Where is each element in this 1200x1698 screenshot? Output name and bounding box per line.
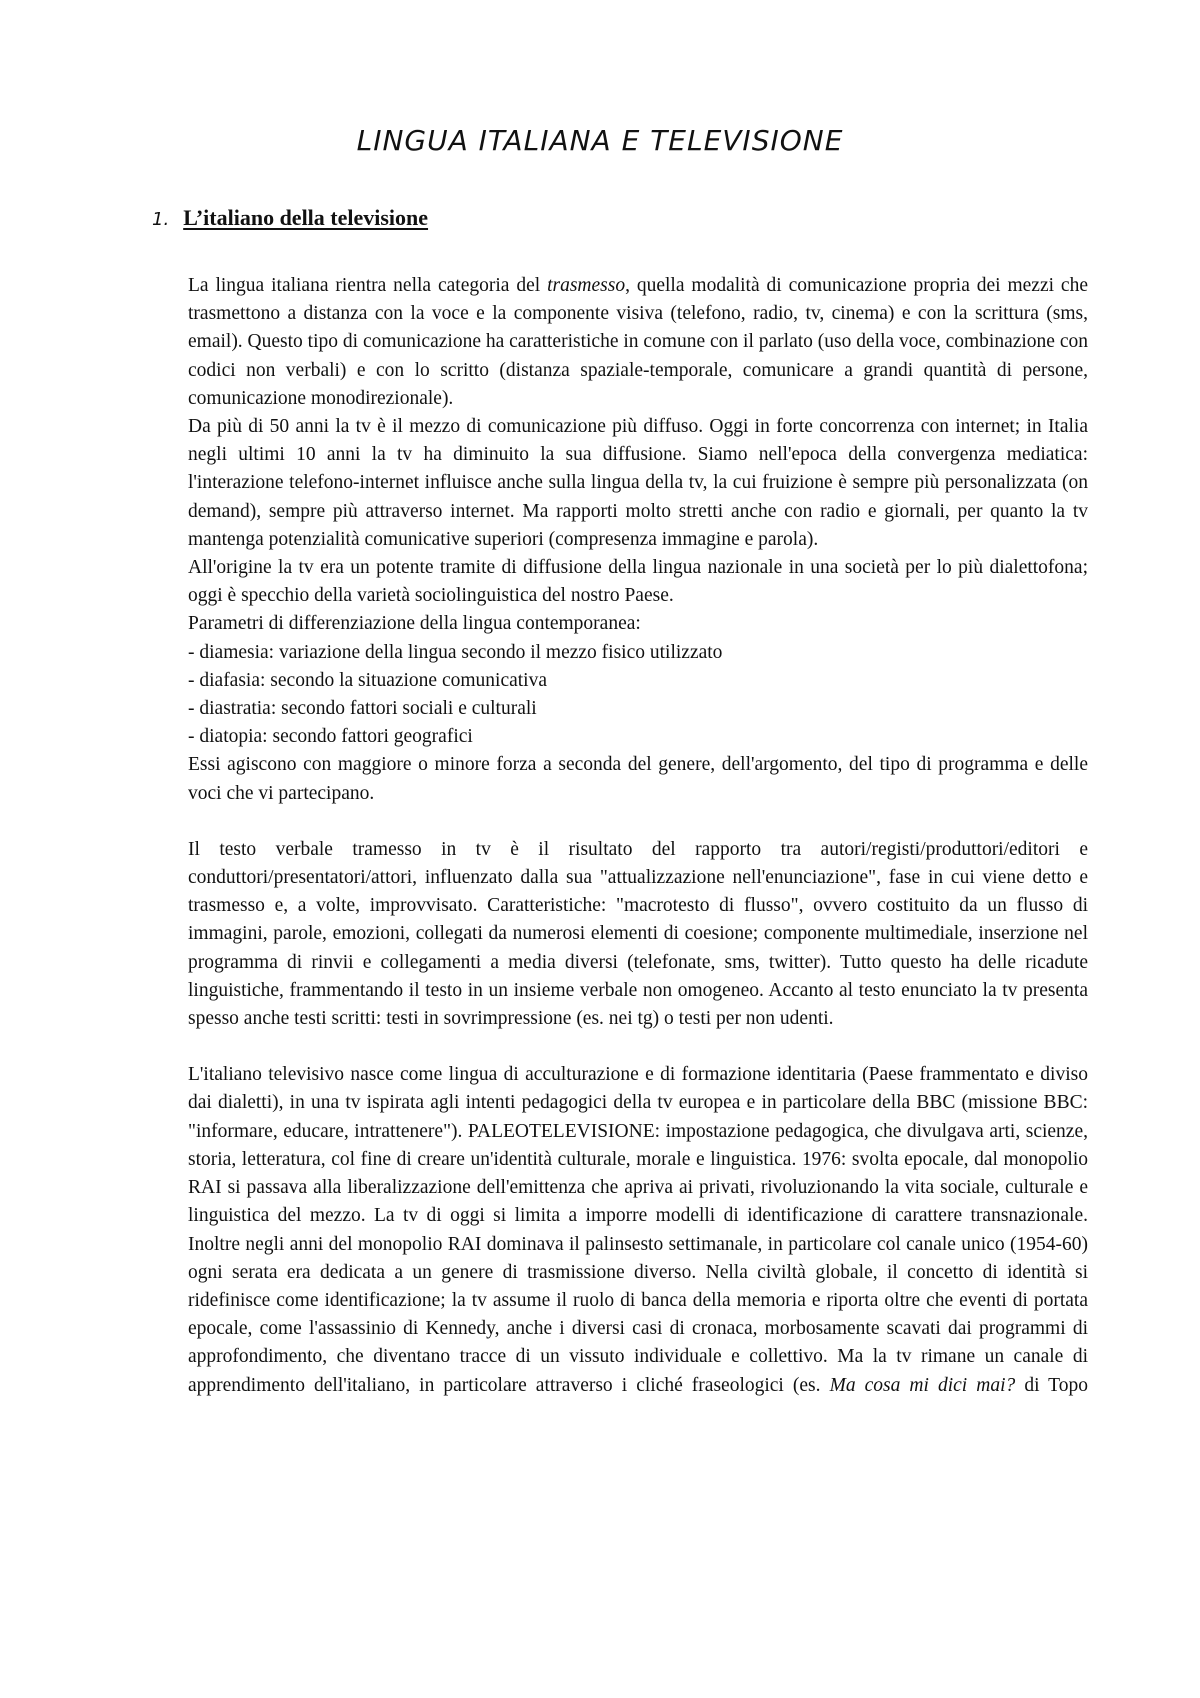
paragraph: All'origine la tv era un potente tramite di diffusione della lingua nazionale in una società per lo più dialettofona; oggi è specchio della varietà sociolinguistica del nostro Paese. <box>188 557 1088 607</box>
document-title: LINGUA ITALIANA E TELEVISIONE <box>356 124 844 157</box>
emphasis-text: Ma cosa mi dici mai? <box>829 1374 1016 1396</box>
paragraph-text: di Topo <box>1015 1374 1088 1396</box>
paragraph <box>188 1061 1088 1399</box>
paragraph: Essi agiscono con maggiore o minore forza a seconda del genere, dell'argomento, del tipo di programma e delle voci che vi partecipano. <box>188 754 1088 804</box>
list-item: - diastratia: secondo fattori sociali e culturali <box>188 698 537 720</box>
emphasis-text: trasmesso <box>547 275 626 296</box>
paragraph-gap <box>188 808 1088 836</box>
paragraph: Parametri di differenziazione della lingua contemporanea: <box>188 613 641 635</box>
section-heading <box>152 205 428 231</box>
list-item: - diafasia: secondo la situazione comunicativa <box>188 669 547 691</box>
list-item: - diatopia: secondo fattori geografici <box>188 726 473 748</box>
section-number: 1. <box>152 209 170 230</box>
paragraph-text: , quella modalità di comunicazione propria dei mezzi che trasmettono a distanza con la voce e la componente visiva (telefono, radio, tv, cinema) e con la scrittura (sms, email). Questo tipo di comunicazione ha caratteristiche in comune con il parlato (uso della voce, combinazione con codici non verbali) e con lo scritto (distanza spaziale-temporale, comunicare a grandi quantità di persone, comunicazione monodirezionale). <box>188 275 1088 409</box>
paragraph-text: L'italiano televisivo nasce come lingua di acculturazione e di formazione identitaria (Paese frammentato e diviso dai dialetti), in una tv ispirata agli intenti pedagogici della tv europea e in particolare della BBC (missione BBC: "informare, educare, intrattenere"). PALEOTELEVISIONE: impostazione pedagogica, che divulgava arti, scienze, storia, letteratura, col fine di creare un'identità culturale, morale e linguistica. 1976: svolta epocale, dal monopolio RAI si passava alla liberalizzazione dell'emittenza che apriva ai privati, rivoluzionando la vita sociale, culturale e linguistica del mezzo. La tv di oggi si limita a imporre modelli di identificazione di carattere transnazionale. Inoltre negli anni del monopolio RAI dominava il palinsesto settimanale, in particolare col canale unico (1954-60) ogni serata era dedicata a un genere di trasmissione diverso. Nella civiltà globale, il concetto di identità si ridefinisce come identificazione; la tv assume il ruolo di banca della memoria e riporta oltre che eventi di portata epocale, come l'assassinio di Kennedy, anche i diversi casi di cronaca, morbosamente scavati dai programmi di approfondimento, che diventano tracce di un vissuto individuale e collettivo. Ma la tv rimane un canale di apprendimento dell'italiano, in particolare attraverso i cliché fraseologici (es. <box>188 1064 1088 1396</box>
paragraph <box>188 272 1088 413</box>
paragraph: Da più di 50 anni la tv è il mezzo di comunicazione più diffuso. Oggi in forte concorrenza con internet; in Italia negli ultimi 10 anni la tv ha diminuito la sua diffusione. Siamo nell'epoca della convergenza mediatica: l'interazione telefono-internet influisce anche sulla lingua della tv, la cui fruizione è sempre più personalizzata (on demand), sempre più attraverso internet. Ma rapporti molto stretti anche con radio e giornali, per quanto la tv mantenga potenzialità comunicative superiori (compresenza immagine e parola). <box>188 416 1088 550</box>
paragraph-text: La lingua italiana rientra nella categoria del <box>188 275 548 296</box>
section-heading-text: L’italiano della televisione <box>183 205 429 230</box>
document-body <box>188 272 1088 1400</box>
paragraph-gap <box>188 1033 1088 1061</box>
list-item: - diamesia: variazione della lingua secondo il mezzo fisico utilizzato <box>188 641 723 663</box>
paragraph: Il testo verbale tramesso in tv è il risultato del rapporto tra autori/registi/produttori/editori e conduttori/presentatori/attori, influenzato dalla sua "attualizzazione nell'enunciazione", fase in cui viene detto e trasmesso e, a volte, improvvisato. Caratteristiche: "macrotesto di flusso", ovvero costituito da un flusso di immagini, parole, emozioni, collegati da numerosi elementi di coesione; componente multimediale, inserzione nel programma di rinvii e collegamenti a media diversi (telefonate, sms, twitter). Tutto questo ha delle ricadute linguistiche, frammentando il testo in un insieme verbale non omogeneo. Accanto al testo enunciato la tv presenta spesso anche testi scritti: testi in sovrimpressione (es. nei tg) o testi per non udenti. <box>188 838 1088 1030</box>
